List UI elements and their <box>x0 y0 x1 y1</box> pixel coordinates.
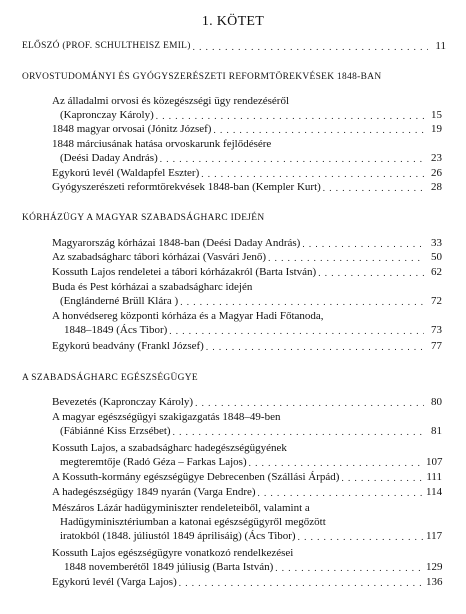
entry-page: 62 <box>431 266 442 278</box>
toc-entry <box>52 486 442 498</box>
toc-entry <box>52 396 442 408</box>
leader-dots <box>298 532 424 542</box>
entry-page: 117 <box>426 530 443 542</box>
entry-page: 19 <box>431 123 442 135</box>
volume-title: 1. KÖTET <box>201 14 265 29</box>
entry-text: (Kapronczay Károly) <box>60 109 154 121</box>
entry-page: 15 <box>431 109 442 121</box>
entry-text: Magyarország kórházai 1848-ban (Deési Daday András) <box>52 237 301 249</box>
entry-page: 77 <box>431 340 442 352</box>
entry-page: 129 <box>426 561 443 573</box>
leader-dots <box>323 183 424 193</box>
entry-text: Egykorú beadvány (Frankl József) <box>52 340 204 352</box>
leader-dots <box>268 253 424 263</box>
leader-dots <box>156 111 424 121</box>
leader-dots <box>179 578 424 588</box>
leader-dots <box>195 398 424 408</box>
entry-text: Az szabadságharc tábori kórházai (Vasvári Jenő) <box>52 251 267 263</box>
entry-text: Egykorú levél (Waldapfel Eszter) <box>52 167 200 179</box>
entry-text: 1848–1849 (Ács Tibor) <box>64 324 168 336</box>
entry-page: 114 <box>426 486 443 498</box>
toc-entry <box>52 251 442 263</box>
leader-dots <box>275 563 424 573</box>
entry-page: 72 <box>431 295 442 307</box>
leader-dots <box>213 125 424 135</box>
entry-line: 1848 márciusának hatása orvoskarunk fejlődésére <box>52 138 272 150</box>
entry-line: Mészáros Lázár hadügyminiszter rendeleteiből, valamint a <box>52 502 310 514</box>
preface-title: ELŐSZÓ (PROF. SCHULTHEISZ EMIL) <box>22 41 191 51</box>
entry-page: 23 <box>431 152 442 164</box>
section-heading-hospitals: KÓRHÁZÜGY A MAGYAR SZABADSÁGHARC IDEJÉN <box>22 213 265 223</box>
entry-text: A Kossuth-kormány egészségügye Debrecenben (Szállási Árpád) <box>52 471 340 483</box>
toc-entry <box>64 324 442 336</box>
entry-text: (Fábiánné Kiss Erzsébet) <box>60 425 171 437</box>
toc-entry <box>52 123 442 135</box>
leader-dots <box>180 297 424 307</box>
toc-entry <box>60 295 442 307</box>
entry-line: Kossuth Lajos, a szabadságharc hadegészségügyének <box>52 442 287 454</box>
leader-dots <box>201 169 424 179</box>
entry-text: Gyógyszerészeti reformtörekvések 1848-ban (Kempler Kurt) <box>52 181 321 193</box>
preface-row <box>22 40 446 52</box>
leader-dots <box>160 154 424 164</box>
entry-text: A hadegészségügy 1849 nyarán (Varga Endre) <box>52 486 256 498</box>
entry-text: Kossuth Lajos rendeletei a tábori kórházakról (Barta István) <box>52 266 317 278</box>
entry-line: Hadügyminisztériumban a katonai egészségügyről megőzött <box>60 516 326 528</box>
section-heading-reform: ORVOSTUDOMÁNYI ÉS GYÓGYSZERÉSZETI REFORMTÖREKVÉSEK 1848-BAN <box>22 72 382 82</box>
toc-entry <box>52 340 442 352</box>
leader-dots <box>341 473 424 483</box>
entry-page: 80 <box>431 396 442 408</box>
entry-text: (Deési Daday András) <box>60 152 158 164</box>
entry-text: Bevezetés (Kapronczay Károly) <box>52 396 194 408</box>
entry-line: Kossuth Lajos egészségügyre vonatkozó rendelkezései <box>52 547 294 559</box>
entry-page: 28 <box>431 181 442 193</box>
entry-page: 81 <box>431 425 442 437</box>
toc-entry <box>60 456 442 468</box>
entry-text: 1848 novemberétől 1849 júliusig (Barta István) <box>64 561 274 573</box>
entry-page: 111 <box>426 471 442 483</box>
entry-line: A magyar egészségügyi szakigazgatás 1848–49-ben <box>52 411 281 423</box>
leader-dots <box>249 458 424 468</box>
entry-page: 33 <box>431 237 442 249</box>
leader-dots <box>318 268 424 278</box>
leader-dots <box>258 488 424 498</box>
toc-entry <box>60 109 442 121</box>
leader-dots <box>169 326 424 336</box>
leader-dots <box>302 239 424 249</box>
entry-page: 107 <box>426 456 443 468</box>
preface-page: 11 <box>435 40 446 52</box>
entry-line: Buda és Pest kórházai a szabadságharc idején <box>52 281 253 293</box>
toc-entry <box>60 530 442 542</box>
entry-line: Az álladalmi orvosi és közegészségi ügy rendezéséről <box>52 95 290 107</box>
toc-entry <box>52 237 442 249</box>
entry-text: iratokból (1848. júliustól 1849 áprilisáig) (Ács Tibor) <box>60 530 296 542</box>
entry-page: 73 <box>431 324 442 336</box>
entry-text: (Englánderné Brüll Klára ) <box>60 295 179 307</box>
toc-entry <box>52 266 442 278</box>
toc-entry <box>52 471 442 483</box>
toc-entry <box>64 561 442 573</box>
leader-dots <box>173 427 424 437</box>
entry-text: megteremtője (Radó Géza – Farkas Lajos) <box>60 456 247 468</box>
toc-entry <box>60 425 442 437</box>
entry-text: Egykorú levél (Varga Lajos) <box>52 576 177 588</box>
toc-entry <box>52 576 442 588</box>
toc-entry <box>52 181 442 193</box>
toc-entry <box>52 167 442 179</box>
leader-dots <box>206 342 424 352</box>
entry-page: 136 <box>426 576 443 588</box>
entry-text: 1848 magyar orvosai (Jónitz József) <box>52 123 212 135</box>
entry-page: 50 <box>431 251 442 263</box>
section-heading-health: A SZABADSÁGHARC EGÉSZSÉGÜGYE <box>22 373 198 383</box>
entry-page: 26 <box>431 167 442 179</box>
entry-line: A honvédsereg központi kórháza és a Magyar Hadi Főtanoda, <box>52 310 324 322</box>
toc-entry <box>60 152 442 164</box>
leader-dots <box>193 42 428 52</box>
